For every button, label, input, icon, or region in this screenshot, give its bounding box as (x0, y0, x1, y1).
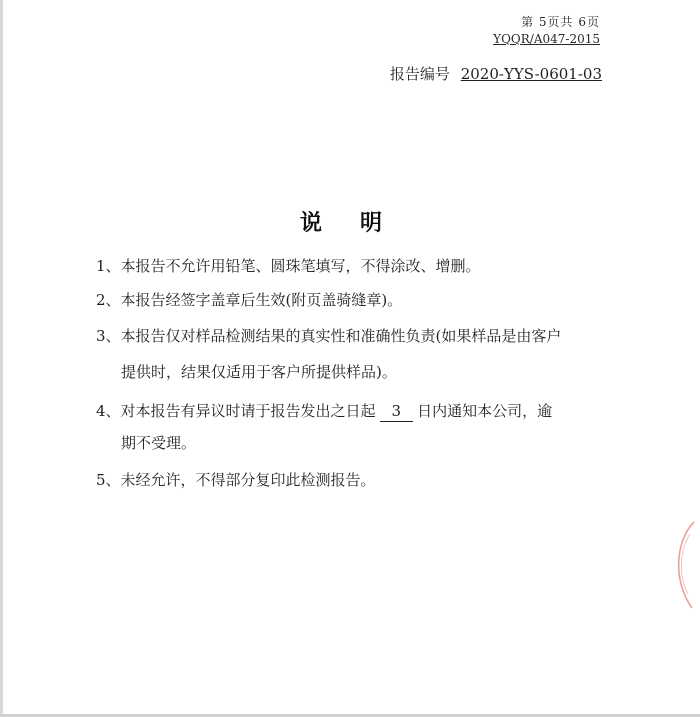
report-number-value: 2020-YYS-0601-03 (460, 65, 602, 83)
notice-item-2: 2、本报告经签字盖章后生效(附页盖骑缝章)。 (96, 291, 403, 309)
notice-item-4-line-1 (96, 401, 552, 422)
notice-item-5: 5、未经允许，不得部分复印此检测报告。 (96, 471, 376, 489)
notice-item-4-text-after: 日内通知本公司，逾 (417, 402, 553, 420)
page-counter: 第 5页共 6页 (521, 15, 600, 29)
document-code: YQQR/A047-2015 (493, 32, 600, 46)
page-left-edge (0, 0, 3, 717)
report-number (390, 63, 602, 84)
notice-item-1: 1、本报告不允许用铅笔、圆珠笔填写，不得涂改、增删。 (96, 257, 481, 275)
page-title: 说明 (300, 210, 421, 236)
notice-item-4-line-2: 期不受理。 (121, 434, 197, 452)
notice-days-value: 3 (380, 401, 414, 422)
seal-stamp-partial (668, 520, 696, 610)
notice-item-4-text-before: 4、对本报告有异议时请于报告发出之日起 (96, 402, 376, 420)
notice-item-3-line-1: 3、本报告仅对样品检测结果的真实性和准确性负责(如果样品是由客户 (96, 327, 562, 345)
notice-item-3-line-2: 提供时，结果仅适用于客户所提供样品)。 (121, 363, 397, 381)
report-number-label: 报告编号 (389, 65, 450, 83)
